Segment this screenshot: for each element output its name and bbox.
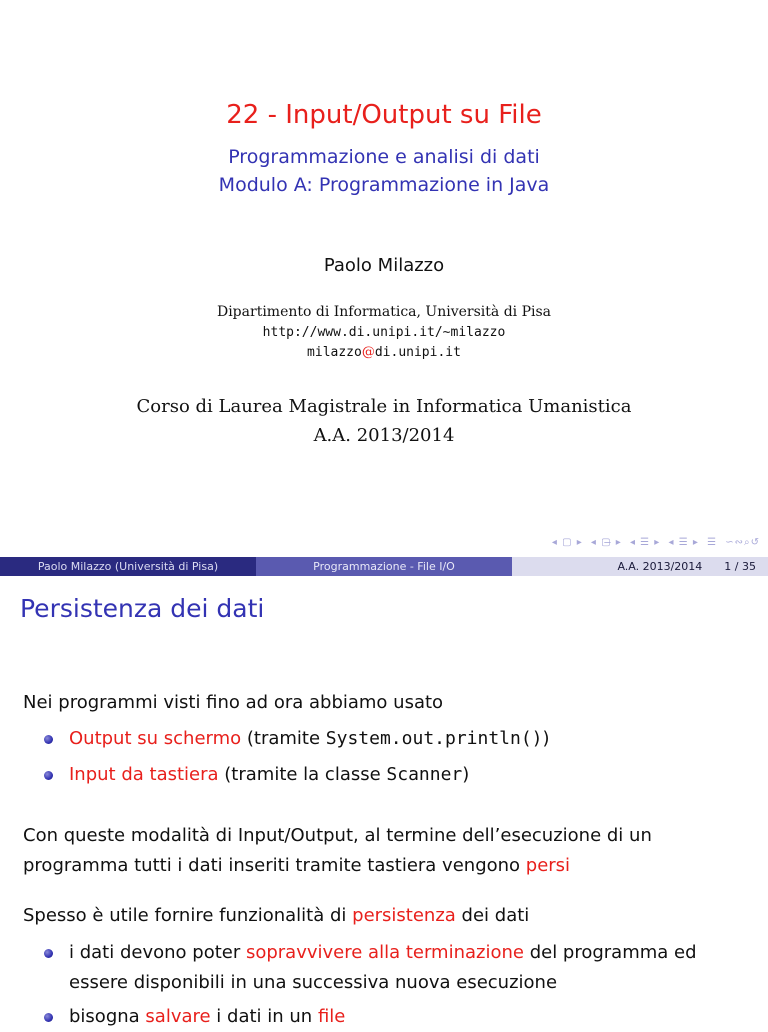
footer-author: Paolo Milazzo (Università di Pisa)	[0, 557, 256, 576]
highlight-text: Input da tastiera	[69, 764, 219, 785]
institute: Dipartimento di Informatica, Università di Pisa	[216, 304, 552, 320]
content-slide	[0, 576, 768, 1027]
document-nav-icon[interactable]: ☰	[707, 537, 718, 548]
presentation-title: 22 - Input/Output su File	[226, 100, 542, 130]
email-domain: di.unipi.it	[374, 345, 461, 360]
intro-paragraph: Nei programmi visti fino ad ora abbiamo usato	[23, 692, 444, 713]
bullet-icon	[44, 735, 53, 744]
bullet-text: del programma ed	[523, 942, 697, 963]
bullet-item	[47, 724, 550, 754]
bullet-icon	[44, 771, 53, 780]
paragraph-text: dei dati	[455, 905, 530, 926]
bullet-item	[47, 760, 470, 790]
bullet-item	[47, 938, 697, 993]
paragraph-line	[23, 851, 570, 881]
bullet-text: (tramite la classe	[218, 764, 387, 785]
highlight-text: persi	[525, 855, 571, 876]
bullet-item	[47, 1002, 346, 1032]
presentation-subtitle-2: Modulo A: Programmazione in Java	[218, 174, 550, 196]
frame-title: Persistenza dei dati	[20, 594, 265, 623]
bullet-text: i dati in un	[210, 1006, 318, 1027]
highlight-text: sopravvivere alla terminazione	[245, 942, 524, 963]
bullet-text: )	[462, 764, 470, 785]
highlight-text: persistenza	[352, 905, 456, 926]
paragraph-text: Spesso è utile fornire funzionalità di	[23, 905, 353, 926]
bullet-text: bisogna	[69, 1006, 146, 1027]
section-nav-icon[interactable]: ◂ ☰ ▸	[668, 537, 699, 548]
footer-page-number: 1 / 35	[724, 560, 756, 573]
beamer-navigation	[548, 537, 760, 551]
highlight-text: Output su schermo	[69, 728, 242, 749]
slide-footer	[0, 557, 768, 576]
email-user: milazzo	[307, 345, 362, 360]
footer-info	[512, 557, 768, 576]
bullet-text: i dati devono poter	[69, 942, 246, 963]
frame-nav-icon[interactable]: ◂ ▢̶ ▸	[590, 537, 622, 548]
academic-year: A.A. 2013/2014	[313, 425, 455, 446]
highlight-text: salvare	[145, 1006, 211, 1027]
bullet-icon	[44, 1013, 53, 1022]
author-email[interactable]	[0, 345, 768, 360]
author-name: Paolo Milazzo	[323, 255, 445, 276]
author-url[interactable]: http://www.di.unipi.it/∼milazzo	[262, 325, 506, 340]
paragraph-line	[23, 901, 529, 931]
paragraph-text: programma tutti i dati inseriti tramite tastiera vengono	[23, 855, 526, 876]
slide-nav-icon[interactable]: ◂ ▢ ▸	[551, 537, 583, 548]
footer-date: A.A. 2013/2014	[617, 560, 703, 573]
code-text: Scanner	[386, 764, 463, 785]
highlight-text: file	[317, 1006, 346, 1027]
paragraph-line: Con queste modalità di Input/Output, al termine dell’esecuzione di un	[23, 825, 652, 846]
bullet-icon	[44, 949, 53, 958]
bullet-text: (tramite	[241, 728, 326, 749]
bullet-text: )	[542, 728, 550, 749]
footer-title: Programmazione - File I/O	[256, 557, 512, 576]
email-at-symbol: @	[361, 345, 375, 360]
code-text: System.out.println()	[325, 728, 543, 749]
presentation-subtitle-1: Programmazione e analisi di dati	[228, 146, 540, 168]
subsection-nav-icon[interactable]: ◂ ☰ ▸	[629, 537, 661, 548]
search-nav-icon[interactable]: ∽∾⌕↺	[725, 537, 760, 548]
course-name: Corso di Laurea Magistrale in Informatica Umanistica	[136, 396, 632, 417]
bullet-text-continued: essere disponibili in una successiva nuova esecuzione	[69, 972, 558, 993]
